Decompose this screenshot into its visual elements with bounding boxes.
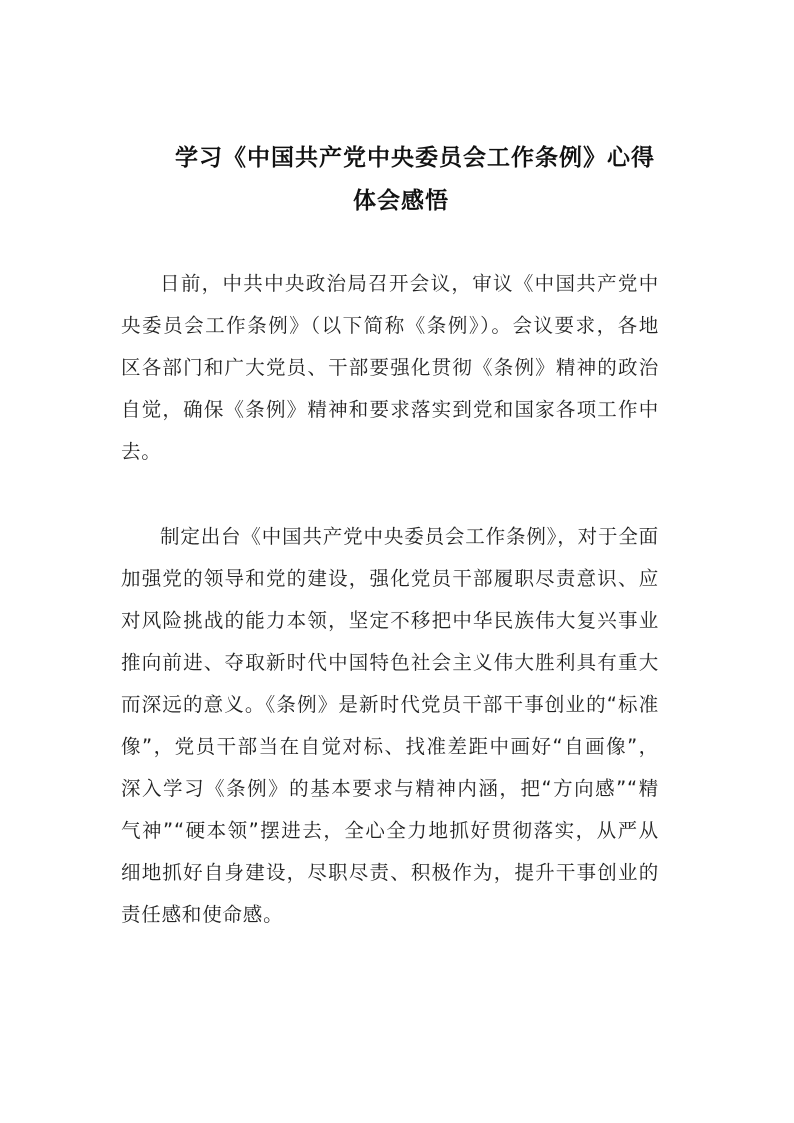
- paragraph-1: 日前，中共中央政治局召开会议，审议《中国共产党中央委员会工作条例》（以下简称《条例》）。会议要求，各地区各部门和广大党员、干部要强化贯彻《条例》精神的政治自觉，确保《条例》精神和要求落实到党和国家各项工作中去。: [121, 272, 659, 463]
- document-title-line-1: 学习《中国共产党中央委员会工作条例》心得: [175, 144, 655, 171]
- document-title-line-2: 体会感悟: [353, 187, 449, 214]
- paragraph-2: 制定出台《中国共产党中央委员会工作条例》，对于全面加强党的领导和党的建设，强化党员干部履职尽责意识、应对风险挑战的能力本领，坚定不移把中华民族伟大复兴事业推向前进、夺取新时代中国特色社会主义伟大胜利具有重大而深远的意义。《条例》是新时代党员干部干事创业的“标准像”，党员干部当在自觉对标、找准差距中画好“自画像”，深入学习《条例》的基本要求与精神内涵，把“方向感”“精气神”“硬本领”摆进去，全心全力地抓好贯彻落实，从严从细地抓好自身建设，尽职尽责、积极作为，提升干事创业的责任感和使命感。: [121, 525, 659, 926]
